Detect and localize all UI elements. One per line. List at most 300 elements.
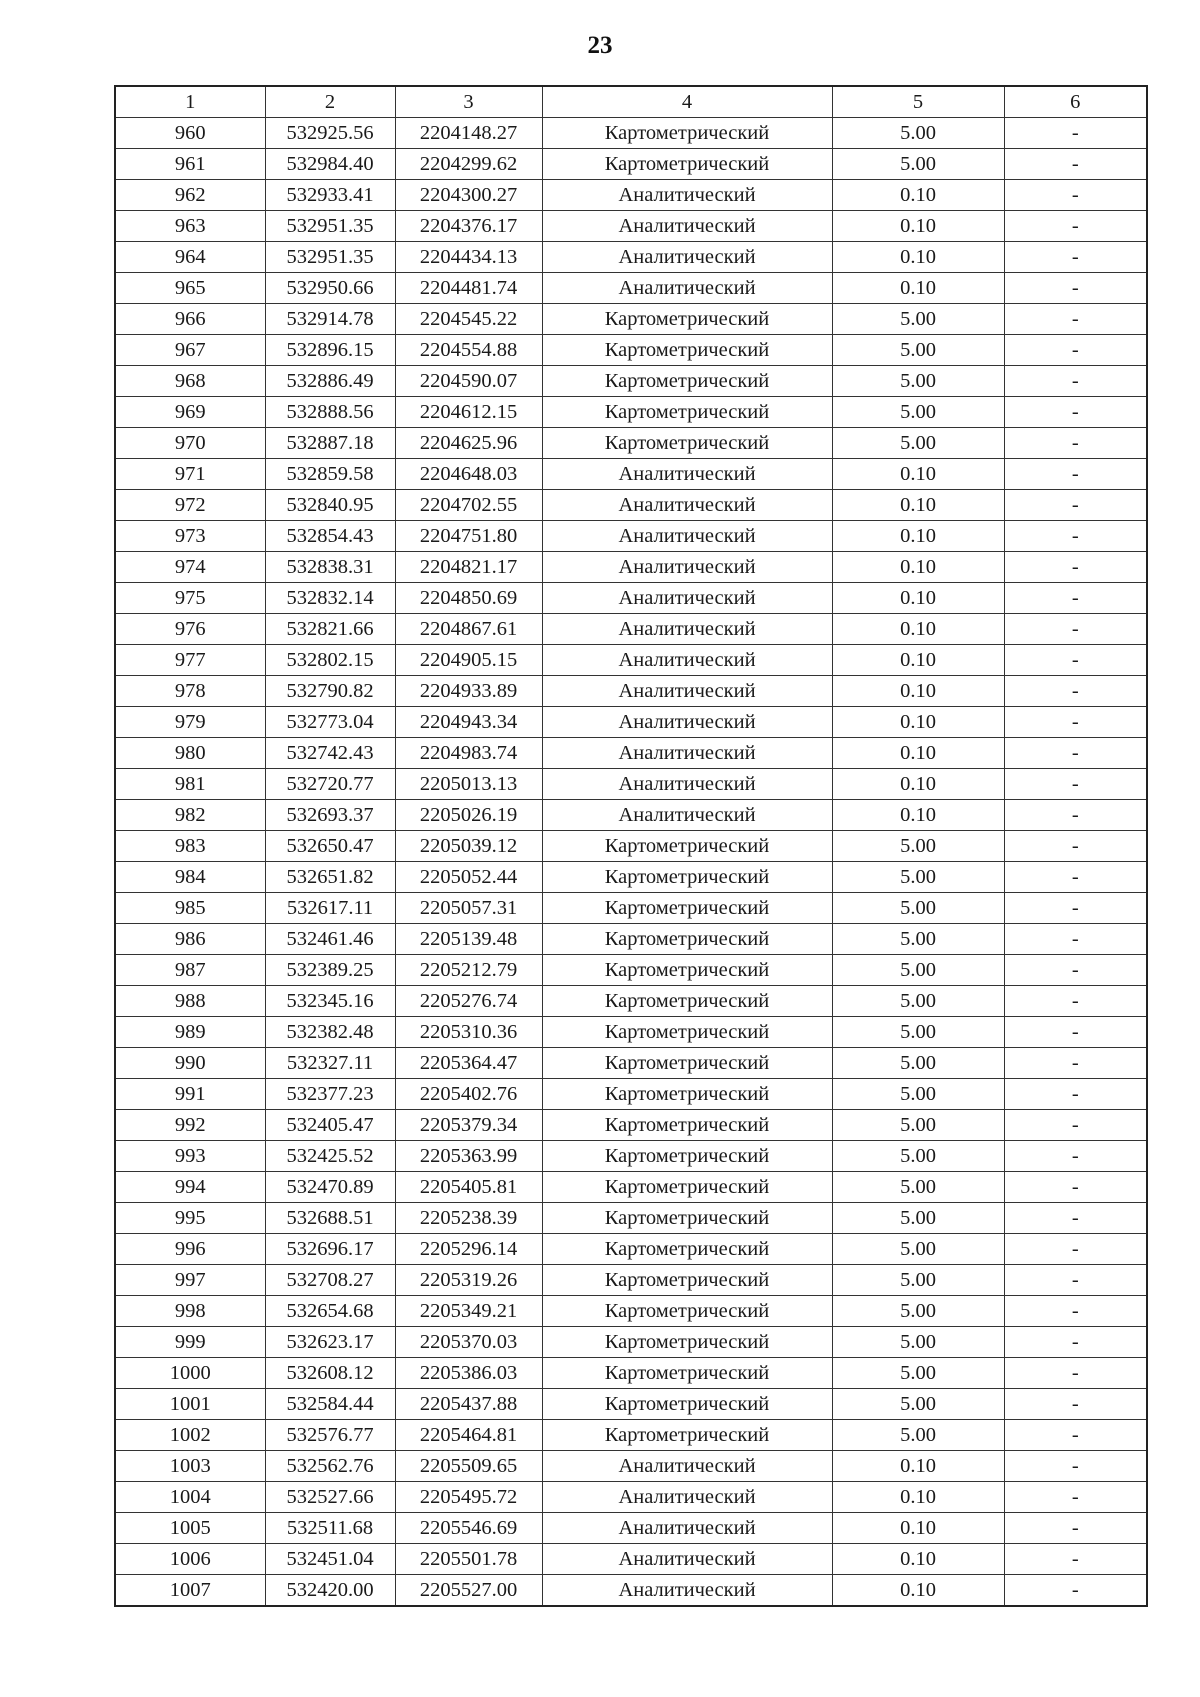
table-row [115, 1079, 1147, 1110]
accuracy-cell: 5.00 [832, 986, 1004, 1017]
description-cell: - [1004, 800, 1147, 831]
method-cell: Аналитический [542, 552, 832, 583]
accuracy-cell: 0.10 [832, 583, 1004, 614]
description-cell: - [1004, 645, 1147, 676]
x-coordinate-cell: 532327.11 [265, 1048, 395, 1079]
x-coordinate-cell: 532527.66 [265, 1482, 395, 1513]
y-coordinate-cell: 2205405.81 [395, 1172, 542, 1203]
table-row [115, 1420, 1147, 1451]
y-coordinate-cell: 2205379.34 [395, 1110, 542, 1141]
table-row [115, 707, 1147, 738]
accuracy-cell: 0.10 [832, 180, 1004, 211]
y-coordinate-cell: 2205402.76 [395, 1079, 542, 1110]
table-row [115, 614, 1147, 645]
description-cell: - [1004, 211, 1147, 242]
x-coordinate-cell: 532470.89 [265, 1172, 395, 1203]
x-coordinate-cell: 532950.66 [265, 273, 395, 304]
table-row [115, 490, 1147, 521]
y-coordinate-cell: 2204905.15 [395, 645, 542, 676]
accuracy-cell: 0.10 [832, 521, 1004, 552]
description-cell: - [1004, 1482, 1147, 1513]
accuracy-cell: 5.00 [832, 149, 1004, 180]
method-cell: Картометрический [542, 1265, 832, 1296]
point-number-cell: 1003 [115, 1451, 265, 1482]
description-cell: - [1004, 1451, 1147, 1482]
y-coordinate-cell: 2205026.19 [395, 800, 542, 831]
x-coordinate-cell: 532623.17 [265, 1327, 395, 1358]
x-coordinate-cell: 532425.52 [265, 1141, 395, 1172]
point-number-cell: 993 [115, 1141, 265, 1172]
description-cell: - [1004, 738, 1147, 769]
header-row [115, 86, 1147, 118]
method-cell: Аналитический [542, 242, 832, 273]
y-coordinate-cell: 2205139.48 [395, 924, 542, 955]
table-row [115, 862, 1147, 893]
y-coordinate-cell: 2204481.74 [395, 273, 542, 304]
x-coordinate-cell: 532608.12 [265, 1358, 395, 1389]
point-number-cell: 1001 [115, 1389, 265, 1420]
x-coordinate-cell: 532693.37 [265, 800, 395, 831]
x-coordinate-cell: 532838.31 [265, 552, 395, 583]
x-coordinate-cell: 532562.76 [265, 1451, 395, 1482]
table-row [115, 366, 1147, 397]
method-cell: Картометрический [542, 1358, 832, 1389]
method-cell: Аналитический [542, 490, 832, 521]
x-coordinate-cell: 532708.27 [265, 1265, 395, 1296]
y-coordinate-cell: 2204933.89 [395, 676, 542, 707]
point-number-cell: 968 [115, 366, 265, 397]
x-coordinate-cell: 532451.04 [265, 1544, 395, 1575]
x-coordinate-cell: 532377.23 [265, 1079, 395, 1110]
point-number-cell: 964 [115, 242, 265, 273]
description-cell: - [1004, 1110, 1147, 1141]
x-coordinate-cell: 532887.18 [265, 428, 395, 459]
point-number-cell: 1005 [115, 1513, 265, 1544]
point-number-cell: 1002 [115, 1420, 265, 1451]
table-row [115, 118, 1147, 149]
table-row [115, 1451, 1147, 1482]
y-coordinate-cell: 2205319.26 [395, 1265, 542, 1296]
accuracy-cell: 5.00 [832, 366, 1004, 397]
x-coordinate-cell: 532951.35 [265, 211, 395, 242]
y-coordinate-cell: 2205363.99 [395, 1141, 542, 1172]
method-cell: Аналитический [542, 800, 832, 831]
accuracy-cell: 0.10 [832, 738, 1004, 769]
method-cell: Аналитический [542, 1451, 832, 1482]
method-cell: Картометрический [542, 1296, 832, 1327]
point-number-cell: 976 [115, 614, 265, 645]
point-number-cell: 991 [115, 1079, 265, 1110]
accuracy-cell: 5.00 [832, 1017, 1004, 1048]
table-row [115, 1203, 1147, 1234]
method-cell: Картометрический [542, 924, 832, 955]
description-cell: - [1004, 428, 1147, 459]
table-row [115, 645, 1147, 676]
y-coordinate-cell: 2204943.34 [395, 707, 542, 738]
y-coordinate-cell: 2205310.36 [395, 1017, 542, 1048]
table-row [115, 800, 1147, 831]
description-cell: - [1004, 986, 1147, 1017]
table-row [115, 1017, 1147, 1048]
point-number-cell: 997 [115, 1265, 265, 1296]
x-coordinate-cell: 532773.04 [265, 707, 395, 738]
accuracy-cell: 0.10 [832, 211, 1004, 242]
x-coordinate-cell: 532405.47 [265, 1110, 395, 1141]
column-header-5: 5 [832, 86, 1004, 118]
description-cell: - [1004, 552, 1147, 583]
accuracy-cell: 0.10 [832, 1575, 1004, 1607]
method-cell: Аналитический [542, 707, 832, 738]
y-coordinate-cell: 2205238.39 [395, 1203, 542, 1234]
point-number-cell: 975 [115, 583, 265, 614]
accuracy-cell: 5.00 [832, 304, 1004, 335]
y-coordinate-cell: 2204376.17 [395, 211, 542, 242]
y-coordinate-cell: 2205013.13 [395, 769, 542, 800]
table-row [115, 1296, 1147, 1327]
table-row [115, 738, 1147, 769]
y-coordinate-cell: 2204850.69 [395, 583, 542, 614]
method-cell: Картометрический [542, 1420, 832, 1451]
y-coordinate-cell: 2204300.27 [395, 180, 542, 211]
point-number-cell: 961 [115, 149, 265, 180]
description-cell: - [1004, 180, 1147, 211]
accuracy-cell: 5.00 [832, 1296, 1004, 1327]
y-coordinate-cell: 2205527.00 [395, 1575, 542, 1607]
y-coordinate-cell: 2204648.03 [395, 459, 542, 490]
x-coordinate-cell: 532720.77 [265, 769, 395, 800]
table-row [115, 1327, 1147, 1358]
description-cell: - [1004, 335, 1147, 366]
column-header-3: 3 [395, 86, 542, 118]
x-coordinate-cell: 532888.56 [265, 397, 395, 428]
table-row [115, 552, 1147, 583]
method-cell: Аналитический [542, 645, 832, 676]
y-coordinate-cell: 2205495.72 [395, 1482, 542, 1513]
table-row [115, 1234, 1147, 1265]
description-cell: - [1004, 1420, 1147, 1451]
description-cell: - [1004, 1017, 1147, 1048]
y-coordinate-cell: 2205039.12 [395, 831, 542, 862]
y-coordinate-cell: 2205546.69 [395, 1513, 542, 1544]
x-coordinate-cell: 532984.40 [265, 149, 395, 180]
y-coordinate-cell: 2204434.13 [395, 242, 542, 273]
point-number-cell: 978 [115, 676, 265, 707]
y-coordinate-cell: 2205464.81 [395, 1420, 542, 1451]
table-row [115, 335, 1147, 366]
table-row [115, 676, 1147, 707]
description-cell: - [1004, 1203, 1147, 1234]
column-header-2: 2 [265, 86, 395, 118]
method-cell: Картометрический [542, 335, 832, 366]
description-cell: - [1004, 893, 1147, 924]
table-row [115, 986, 1147, 1017]
accuracy-cell: 0.10 [832, 242, 1004, 273]
accuracy-cell: 5.00 [832, 1234, 1004, 1265]
accuracy-cell: 5.00 [832, 1048, 1004, 1079]
accuracy-cell: 5.00 [832, 1389, 1004, 1420]
x-coordinate-cell: 532951.35 [265, 242, 395, 273]
method-cell: Аналитический [542, 180, 832, 211]
method-cell: Картометрический [542, 831, 832, 862]
y-coordinate-cell: 2204821.17 [395, 552, 542, 583]
point-number-cell: 983 [115, 831, 265, 862]
description-cell: - [1004, 304, 1147, 335]
accuracy-cell: 5.00 [832, 1172, 1004, 1203]
point-number-cell: 999 [115, 1327, 265, 1358]
accuracy-cell: 0.10 [832, 614, 1004, 645]
table-row [115, 459, 1147, 490]
method-cell: Картометрический [542, 1172, 832, 1203]
accuracy-cell: 5.00 [832, 118, 1004, 149]
table-row [115, 1389, 1147, 1420]
method-cell: Картометрический [542, 1017, 832, 1048]
y-coordinate-cell: 2204983.74 [395, 738, 542, 769]
x-coordinate-cell: 532617.11 [265, 893, 395, 924]
accuracy-cell: 5.00 [832, 1079, 1004, 1110]
method-cell: Картометрический [542, 118, 832, 149]
table-row [115, 211, 1147, 242]
method-cell: Картометрический [542, 1234, 832, 1265]
table-row [115, 1265, 1147, 1296]
x-coordinate-cell: 532420.00 [265, 1575, 395, 1607]
accuracy-cell: 0.10 [832, 1482, 1004, 1513]
description-cell: - [1004, 924, 1147, 955]
point-number-cell: 973 [115, 521, 265, 552]
point-number-cell: 996 [115, 1234, 265, 1265]
description-cell: - [1004, 490, 1147, 521]
point-number-cell: 965 [115, 273, 265, 304]
method-cell: Картометрический [542, 1079, 832, 1110]
x-coordinate-cell: 532896.15 [265, 335, 395, 366]
table-header [115, 86, 1147, 118]
accuracy-cell: 5.00 [832, 862, 1004, 893]
x-coordinate-cell: 532914.78 [265, 304, 395, 335]
method-cell: Картометрический [542, 428, 832, 459]
point-number-cell: 984 [115, 862, 265, 893]
x-coordinate-cell: 532790.82 [265, 676, 395, 707]
method-cell: Аналитический [542, 1575, 832, 1607]
method-cell: Картометрический [542, 1203, 832, 1234]
y-coordinate-cell: 2205437.88 [395, 1389, 542, 1420]
method-cell: Картометрический [542, 1110, 832, 1141]
method-cell: Аналитический [542, 614, 832, 645]
y-coordinate-cell: 2204751.80 [395, 521, 542, 552]
description-cell: - [1004, 707, 1147, 738]
accuracy-cell: 5.00 [832, 1265, 1004, 1296]
method-cell: Картометрический [542, 1389, 832, 1420]
x-coordinate-cell: 532389.25 [265, 955, 395, 986]
x-coordinate-cell: 532696.17 [265, 1234, 395, 1265]
description-cell: - [1004, 676, 1147, 707]
description-cell: - [1004, 1048, 1147, 1079]
point-number-cell: 967 [115, 335, 265, 366]
description-cell: - [1004, 273, 1147, 304]
table-row [115, 180, 1147, 211]
accuracy-cell: 5.00 [832, 1327, 1004, 1358]
method-cell: Картометрический [542, 893, 832, 924]
method-cell: Аналитический [542, 1544, 832, 1575]
table-row [115, 1544, 1147, 1575]
table-row [115, 924, 1147, 955]
method-cell: Картометрический [542, 149, 832, 180]
description-cell: - [1004, 1513, 1147, 1544]
description-cell: - [1004, 1296, 1147, 1327]
x-coordinate-cell: 532650.47 [265, 831, 395, 862]
x-coordinate-cell: 532821.66 [265, 614, 395, 645]
accuracy-cell: 0.10 [832, 769, 1004, 800]
table-row [115, 583, 1147, 614]
x-coordinate-cell: 532584.44 [265, 1389, 395, 1420]
point-number-cell: 966 [115, 304, 265, 335]
y-coordinate-cell: 2204625.96 [395, 428, 542, 459]
description-cell: - [1004, 1141, 1147, 1172]
y-coordinate-cell: 2205212.79 [395, 955, 542, 986]
point-number-cell: 987 [115, 955, 265, 986]
accuracy-cell: 0.10 [832, 676, 1004, 707]
accuracy-cell: 0.10 [832, 552, 1004, 583]
description-cell: - [1004, 583, 1147, 614]
description-cell: - [1004, 242, 1147, 273]
table-row [115, 397, 1147, 428]
point-number-cell: 992 [115, 1110, 265, 1141]
description-cell: - [1004, 521, 1147, 552]
x-coordinate-cell: 532886.49 [265, 366, 395, 397]
accuracy-cell: 0.10 [832, 707, 1004, 738]
table-row [115, 304, 1147, 335]
accuracy-cell: 0.10 [832, 1451, 1004, 1482]
description-cell: - [1004, 862, 1147, 893]
x-coordinate-cell: 532832.14 [265, 583, 395, 614]
table-row [115, 831, 1147, 862]
description-cell: - [1004, 1234, 1147, 1265]
accuracy-cell: 0.10 [832, 490, 1004, 521]
point-number-cell: 974 [115, 552, 265, 583]
table-row [115, 1110, 1147, 1141]
point-number-cell: 972 [115, 490, 265, 521]
point-number-cell: 985 [115, 893, 265, 924]
y-coordinate-cell: 2205349.21 [395, 1296, 542, 1327]
table-row [115, 1482, 1147, 1513]
accuracy-cell: 5.00 [832, 831, 1004, 862]
x-coordinate-cell: 532576.77 [265, 1420, 395, 1451]
method-cell: Картометрический [542, 366, 832, 397]
x-coordinate-cell: 532382.48 [265, 1017, 395, 1048]
x-coordinate-cell: 532933.41 [265, 180, 395, 211]
accuracy-cell: 0.10 [832, 459, 1004, 490]
accuracy-cell: 0.10 [832, 645, 1004, 676]
method-cell: Аналитический [542, 676, 832, 707]
description-cell: - [1004, 1172, 1147, 1203]
y-coordinate-cell: 2205364.47 [395, 1048, 542, 1079]
method-cell: Аналитический [542, 769, 832, 800]
y-coordinate-cell: 2204545.22 [395, 304, 542, 335]
x-coordinate-cell: 532840.95 [265, 490, 395, 521]
point-number-cell: 963 [115, 211, 265, 242]
method-cell: Аналитический [542, 583, 832, 614]
y-coordinate-cell: 2204867.61 [395, 614, 542, 645]
method-cell: Картометрический [542, 304, 832, 335]
accuracy-cell: 5.00 [832, 1141, 1004, 1172]
method-cell: Картометрический [542, 1048, 832, 1079]
description-cell: - [1004, 1079, 1147, 1110]
method-cell: Картометрический [542, 986, 832, 1017]
description-cell: - [1004, 1327, 1147, 1358]
y-coordinate-cell: 2205276.74 [395, 986, 542, 1017]
description-cell: - [1004, 831, 1147, 862]
method-cell: Аналитический [542, 521, 832, 552]
accuracy-cell: 5.00 [832, 428, 1004, 459]
page-number: 23 [587, 32, 613, 59]
accuracy-cell: 5.00 [832, 1358, 1004, 1389]
accuracy-cell: 0.10 [832, 1513, 1004, 1544]
table-row [115, 1513, 1147, 1544]
description-cell: - [1004, 459, 1147, 490]
column-header-6: 6 [1004, 86, 1147, 118]
table-row [115, 769, 1147, 800]
y-coordinate-cell: 2205052.44 [395, 862, 542, 893]
point-number-cell: 1006 [115, 1544, 265, 1575]
accuracy-cell: 5.00 [832, 1420, 1004, 1451]
method-cell: Аналитический [542, 738, 832, 769]
table-row [115, 1048, 1147, 1079]
method-cell: Аналитический [542, 1482, 832, 1513]
y-coordinate-cell: 2205370.03 [395, 1327, 542, 1358]
point-number-cell: 960 [115, 118, 265, 149]
x-coordinate-cell: 532511.68 [265, 1513, 395, 1544]
table-row [115, 1358, 1147, 1389]
method-cell: Картометрический [542, 397, 832, 428]
column-header-1: 1 [115, 86, 265, 118]
table-body [115, 118, 1147, 1607]
description-cell: - [1004, 614, 1147, 645]
description-cell: - [1004, 118, 1147, 149]
description-cell: - [1004, 1358, 1147, 1389]
y-coordinate-cell: 2204148.27 [395, 118, 542, 149]
point-number-cell: 1004 [115, 1482, 265, 1513]
accuracy-cell: 5.00 [832, 893, 1004, 924]
method-cell: Картометрический [542, 1327, 832, 1358]
point-number-cell: 981 [115, 769, 265, 800]
y-coordinate-cell: 2205386.03 [395, 1358, 542, 1389]
x-coordinate-cell: 532688.51 [265, 1203, 395, 1234]
table-row [115, 242, 1147, 273]
description-cell: - [1004, 397, 1147, 428]
x-coordinate-cell: 532654.68 [265, 1296, 395, 1327]
accuracy-cell: 0.10 [832, 800, 1004, 831]
table-row [115, 428, 1147, 459]
point-number-cell: 994 [115, 1172, 265, 1203]
accuracy-cell: 5.00 [832, 397, 1004, 428]
method-cell: Аналитический [542, 273, 832, 304]
table-row [115, 955, 1147, 986]
method-cell: Картометрический [542, 955, 832, 986]
accuracy-cell: 5.00 [832, 924, 1004, 955]
point-number-cell: 1000 [115, 1358, 265, 1389]
y-coordinate-cell: 2204590.07 [395, 366, 542, 397]
description-cell: - [1004, 366, 1147, 397]
y-coordinate-cell: 2205509.65 [395, 1451, 542, 1482]
y-coordinate-cell: 2204299.62 [395, 149, 542, 180]
point-number-cell: 1007 [115, 1575, 265, 1607]
description-cell: - [1004, 955, 1147, 986]
point-number-cell: 962 [115, 180, 265, 211]
y-coordinate-cell: 2204702.55 [395, 490, 542, 521]
description-cell: - [1004, 1544, 1147, 1575]
x-coordinate-cell: 532859.58 [265, 459, 395, 490]
description-cell: - [1004, 1575, 1147, 1607]
table-row [115, 273, 1147, 304]
point-number-cell: 990 [115, 1048, 265, 1079]
